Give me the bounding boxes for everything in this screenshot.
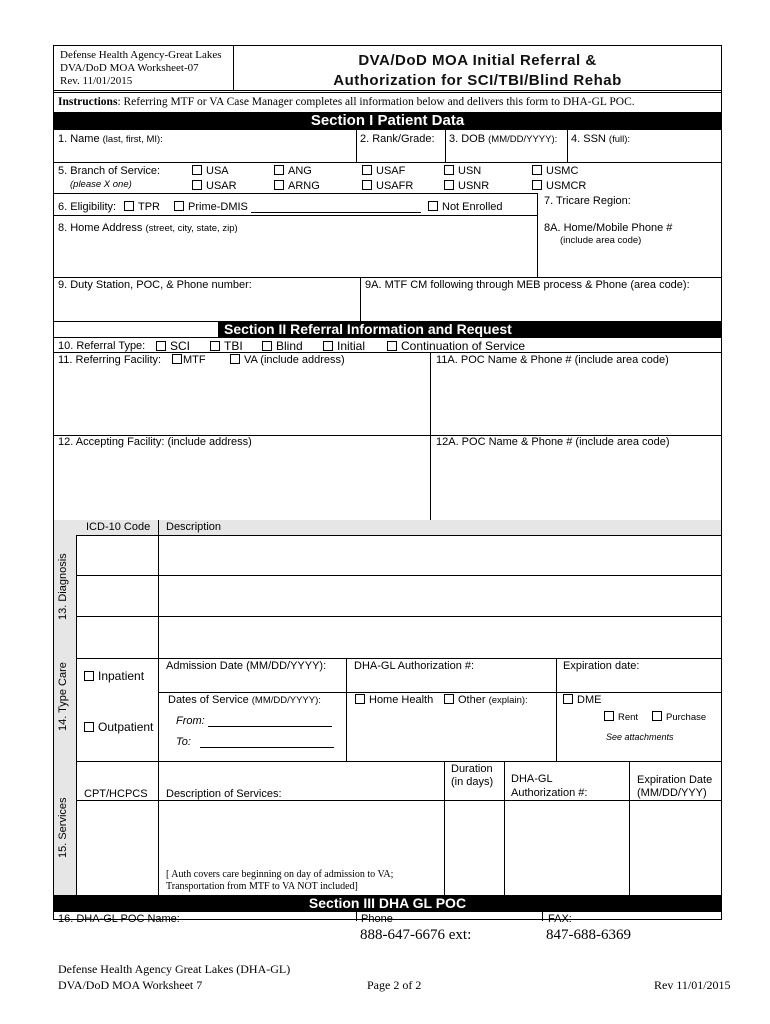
eligibility-not-enrolled[interactable]: Not Enrolled — [428, 201, 503, 213]
accepting-facility-label: 12. Accepting Facility: (include address) — [58, 436, 252, 448]
mtf-cm-label: 9A. MTF CM following through MEB process & Phone (area code): — [365, 279, 690, 291]
phone-label-s3: Phone — [361, 913, 393, 925]
eligibility-prime[interactable]: Prime-DMIS — [174, 201, 421, 213]
referral-type-initial[interactable]: Initial — [323, 339, 365, 353]
section-2-header: Section II Referral Information and Request — [218, 321, 721, 337]
address-label: 8. Home Address (street, city, state, zip) — [58, 222, 238, 234]
from-field[interactable]: From: — [176, 715, 332, 727]
header-agency: Defense Health Agency-Great Lakes — [60, 49, 222, 61]
eligibility-label: 6. Eligibility: — [58, 201, 117, 213]
services-auth-header-2: Authorization #: — [511, 787, 588, 799]
see-attachments: See attachments — [606, 732, 674, 742]
dhagl-phone: 888-647-6676 ext: — [360, 927, 472, 943]
dob-label: 3. DOB (MM/DD/YYYY): — [449, 133, 558, 145]
inpatient-checkbox[interactable]: Inpatient — [84, 669, 144, 683]
referring-mtf[interactable]: MTF — [172, 354, 206, 366]
footer-rev: Rev 11/01/2015 — [654, 978, 731, 992]
instructions: Instructions: Referring MTF or VA Case Manager completes all information below and delivers this form to DHA-GL POC. — [58, 96, 635, 108]
admission-date-label: Admission Date (MM/DD/YYYY): — [166, 660, 327, 672]
referring-facility-label: 11. Referring Facility: — [58, 354, 162, 366]
form-title-line1: DVA/DoD MOA Initial Referral & — [358, 52, 597, 69]
home-health-checkbox[interactable]: Home Health — [355, 694, 433, 706]
duration-header-2: (in days) — [451, 776, 494, 788]
dhagl-auth-label: DHA-GL Authorization #: — [354, 660, 475, 672]
other-checkbox[interactable]: Other (explain): — [444, 694, 528, 706]
rent-checkbox[interactable]: Rent — [604, 711, 638, 723]
branch-label: 5. Branch of Service: — [58, 165, 161, 177]
dhagl-fax: 847-688-6369 — [546, 927, 631, 943]
duty-station-label: 9. Duty Station, POC, & Phone number: — [58, 279, 252, 291]
poc-11a-label: 11A. POC Name & Phone # (include area code) — [436, 354, 669, 366]
services-desc-header: Description of Services: — [166, 788, 282, 800]
branch-arng[interactable]: ARNG — [274, 180, 320, 192]
section-1-header: Section I Patient Data — [54, 112, 721, 130]
services-note-1: [ Auth covers care beginning on day of admission to VA; — [166, 869, 394, 880]
services-note-2: Transportation from MTF to VA NOT included] — [166, 881, 358, 892]
ssn-label: 4. SSN (full): — [571, 133, 631, 145]
duration-header: Duration — [451, 763, 493, 775]
purchase-checkbox[interactable]: Purchase — [652, 711, 706, 723]
section-3-header: Section III DHA GL POC — [54, 895, 721, 912]
referral-type-continuation[interactable]: Continuation of Service — [387, 339, 525, 353]
description-header: Description — [166, 521, 222, 533]
fax-label: FAX: — [548, 913, 572, 925]
branch-usaf[interactable]: USAF — [362, 165, 405, 177]
header-rev: Rev. 11/01/2015 — [60, 75, 133, 87]
form-title-line2: Authorization for SCI/TBI/Blind Rehab — [333, 72, 622, 89]
services-auth-header: DHA-GL — [511, 773, 553, 785]
branch-usafr[interactable]: USAFR — [362, 180, 413, 192]
outpatient-checkbox[interactable]: Outpatient — [84, 720, 153, 734]
poc-12a-label: 12A. POC Name & Phone # (include area code) — [436, 436, 670, 448]
footer-worksheet: DVA/DoD MOA Worksheet 7 — [58, 978, 203, 992]
footer-agency: Defense Health Agency Great Lakes (DHA-GL) — [58, 962, 291, 976]
services-exp-header-2: (MM/DD/YYY) — [637, 787, 707, 799]
referral-type-sci[interactable]: SCI — [156, 339, 190, 353]
referral-type-tbi[interactable]: TBI — [210, 339, 243, 353]
services-label: 15. Services — [57, 797, 69, 858]
referring-va[interactable]: VA (include address) — [230, 354, 345, 366]
type-care-label: 14. Type Care — [57, 662, 69, 731]
branch-usar[interactable]: USAR — [192, 180, 237, 192]
branch-usa[interactable]: USA — [192, 165, 229, 177]
referral-type-blind[interactable]: Blind — [262, 339, 303, 353]
branch-ang[interactable]: ANG — [274, 165, 312, 177]
header-worksheet: DVA/DoD MOA Worksheet-07 — [60, 62, 199, 74]
expiration-date-label: Expiration date: — [563, 660, 640, 672]
dates-of-service-label: Dates of Service (MM/DD/YYYY): — [168, 694, 321, 706]
services-exp-header: Expiration Date — [637, 774, 713, 786]
branch-usmcr[interactable]: USMCR — [532, 180, 586, 192]
tricare-label: 7. Tricare Region: — [544, 195, 631, 207]
eligibility-tpr[interactable]: TPR — [124, 201, 160, 213]
branch-usnr[interactable]: USNR — [444, 180, 489, 192]
name-label: 1. Name (last, first, MI): — [58, 133, 163, 145]
phone-hint: (include area code) — [560, 235, 642, 246]
branch-usn[interactable]: USN — [444, 165, 481, 177]
dme-checkbox[interactable]: DME — [563, 694, 601, 706]
branch-hint: (please X one) — [70, 179, 132, 190]
referral-type-label: 10. Referral Type: — [58, 340, 146, 352]
diagnosis-label: 13. Diagnosis — [57, 553, 69, 620]
cpt-header: CPT/HCPCS — [84, 788, 148, 800]
branch-usmc[interactable]: USMC — [532, 165, 578, 177]
poc-name-label: 16. DHA-GL POC Name: — [58, 913, 180, 925]
to-field[interactable]: To: — [176, 736, 334, 748]
referral-form — [53, 45, 722, 925]
phone-label: 8A. Home/Mobile Phone # — [544, 222, 673, 234]
icd-header: ICD-10 Code — [86, 521, 151, 533]
rank-label: 2. Rank/Grade: — [360, 133, 435, 145]
footer-page: Page 2 of 2 — [367, 978, 422, 992]
